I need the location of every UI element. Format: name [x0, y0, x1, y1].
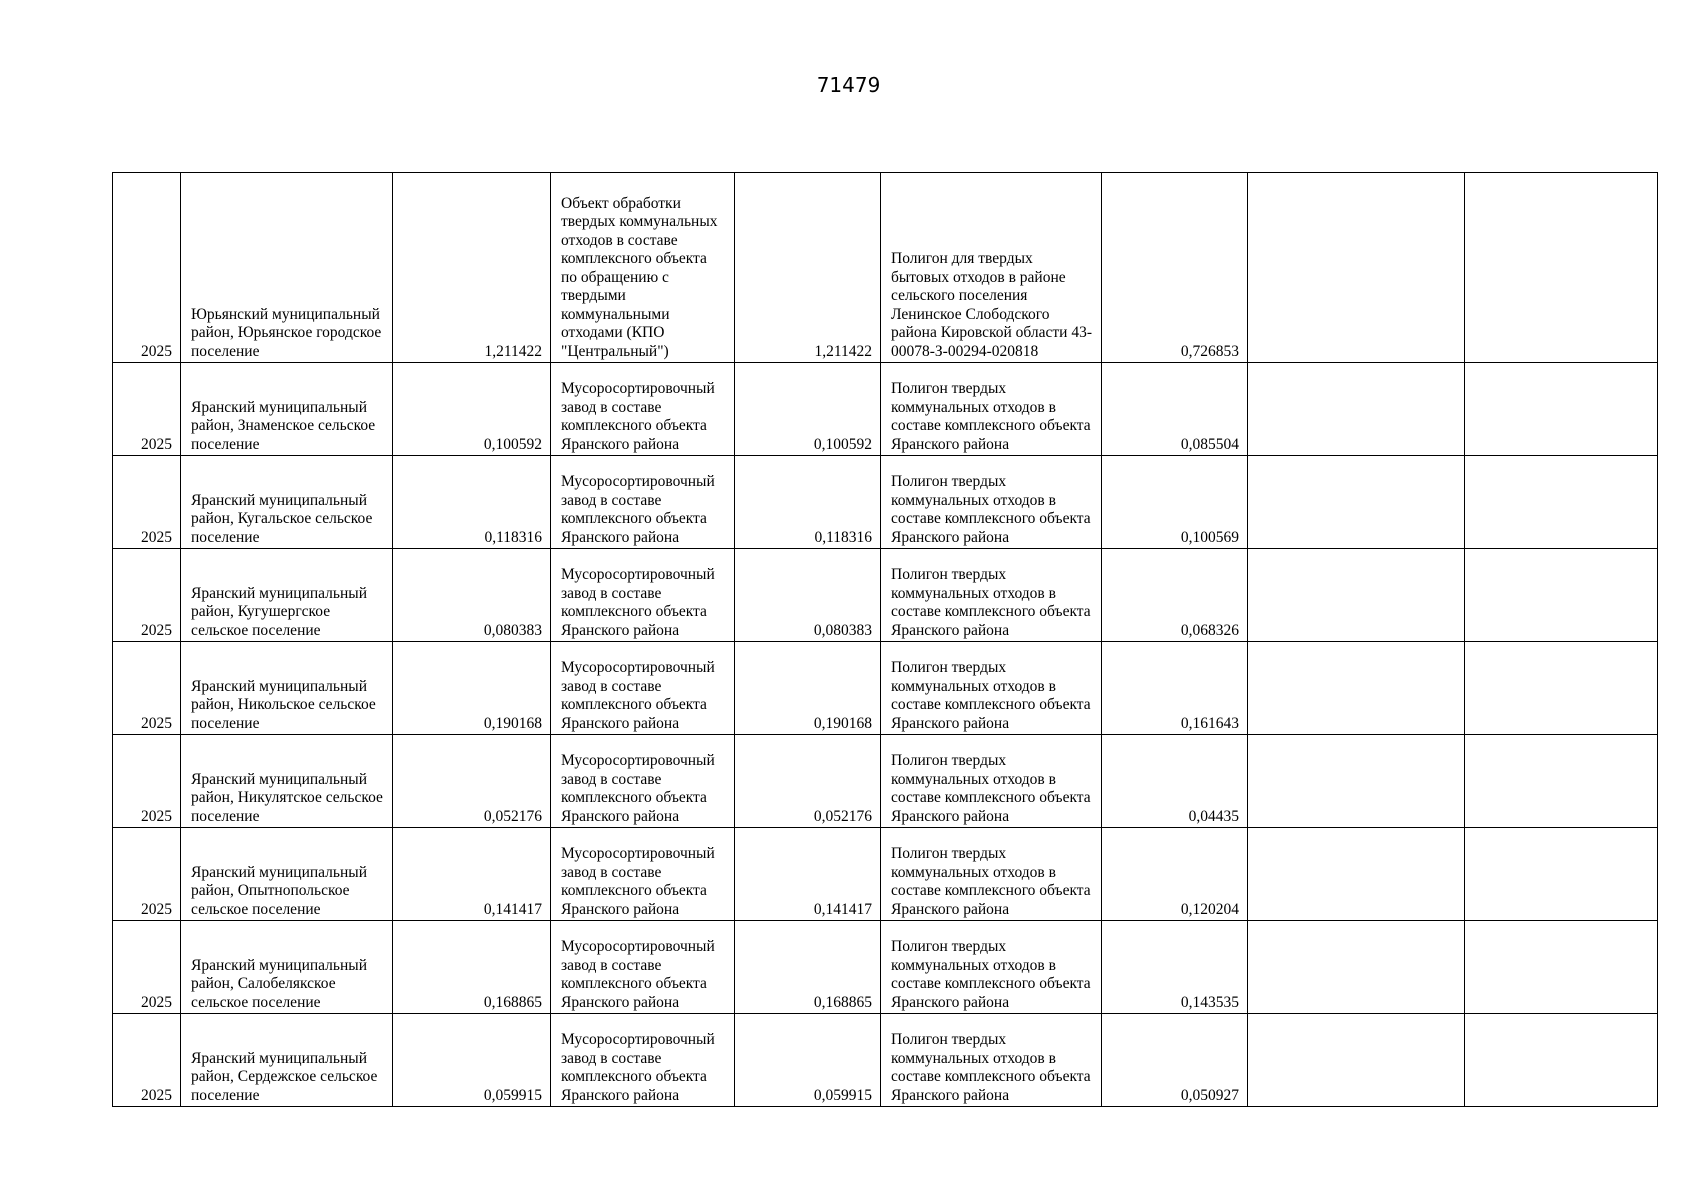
table-row — [113, 828, 1658, 921]
empty-cell — [1248, 1014, 1465, 1107]
processing-object-cell: Мусоросортировочный завод в составе комплексного объекта Яранского района — [551, 549, 735, 642]
table-row — [113, 735, 1658, 828]
disposed-amount-cell: 0,050927 — [1102, 1014, 1248, 1107]
year-cell: 2025 — [113, 549, 181, 642]
empty-cell — [1248, 828, 1465, 921]
amount-cell: 0,118316 — [393, 456, 551, 549]
processed-amount-cell: 0,141417 — [735, 828, 881, 921]
disposal-object-cell: Полигон для твердых бытовых отходов в районе сельского поселения Ленинское Слободского района Кировской области 43-00078-З-00294-020818 — [881, 173, 1102, 363]
processing-object-cell: Мусоросортировочный завод в составе комплексного объекта Яранского района — [551, 828, 735, 921]
amount-cell: 0,168865 — [393, 921, 551, 1014]
processing-object-cell: Объект обработки твердых коммунальных отходов в составе комплексного объекта по обращению с твердыми коммунальными отходами (КПО "Центральный") — [551, 173, 735, 363]
amount-cell: 1,211422 — [393, 173, 551, 363]
year-cell: 2025 — [113, 735, 181, 828]
processing-object-cell: Мусоросортировочный завод в составе комплексного объекта Яранского района — [551, 363, 735, 456]
empty-cell — [1465, 1014, 1658, 1107]
empty-cell — [1465, 921, 1658, 1014]
empty-cell — [1465, 173, 1658, 363]
processed-amount-cell: 0,118316 — [735, 456, 881, 549]
territory-cell: Яранский муниципальный район, Никольское сельское поселение — [181, 642, 393, 735]
disposed-amount-cell: 0,100569 — [1102, 456, 1248, 549]
empty-cell — [1465, 549, 1658, 642]
disposal-object-cell: Полигон твердых коммунальных отходов в составе комплексного объекта Яранского района — [881, 456, 1102, 549]
table-row — [113, 1014, 1658, 1107]
year-cell: 2025 — [113, 642, 181, 735]
empty-cell — [1465, 642, 1658, 735]
waste-flow-table — [112, 172, 1658, 1107]
processing-object-cell: Мусоросортировочный завод в составе комплексного объекта Яранского района — [551, 456, 735, 549]
disposal-object-cell: Полигон твердых коммунальных отходов в составе комплексного объекта Яранского района — [881, 735, 1102, 828]
empty-cell — [1465, 828, 1658, 921]
year-cell: 2025 — [113, 456, 181, 549]
year-cell: 2025 — [113, 363, 181, 456]
disposed-amount-cell: 0,726853 — [1102, 173, 1248, 363]
empty-cell — [1248, 921, 1465, 1014]
processing-object-cell: Мусоросортировочный завод в составе комплексного объекта Яранского района — [551, 1014, 735, 1107]
processed-amount-cell: 0,168865 — [735, 921, 881, 1014]
empty-cell — [1248, 735, 1465, 828]
disposed-amount-cell: 0,085504 — [1102, 363, 1248, 456]
table-row — [113, 173, 1658, 363]
table-row — [113, 456, 1658, 549]
territory-cell: Яранский муниципальный район, Сердежское сельское поселение — [181, 1014, 393, 1107]
disposal-object-cell: Полигон твердых коммунальных отходов в составе комплексного объекта Яранского района — [881, 549, 1102, 642]
territory-cell: Яранский муниципальный район, Кугальское сельское поселение — [181, 456, 393, 549]
amount-cell: 0,190168 — [393, 642, 551, 735]
disposal-object-cell: Полигон твердых коммунальных отходов в составе комплексного объекта Яранского района — [881, 642, 1102, 735]
table-row — [113, 363, 1658, 456]
table-row — [113, 642, 1658, 735]
processing-object-cell: Мусоросортировочный завод в составе комплексного объекта Яранского района — [551, 921, 735, 1014]
amount-cell: 0,141417 — [393, 828, 551, 921]
territory-cell: Яранский муниципальный район, Знаменское сельское поселение — [181, 363, 393, 456]
table-row — [113, 549, 1658, 642]
processed-amount-cell: 0,080383 — [735, 549, 881, 642]
processing-object-cell: Мусоросортировочный завод в составе комплексного объекта Яранского района — [551, 735, 735, 828]
empty-cell — [1465, 363, 1658, 456]
empty-cell — [1465, 735, 1658, 828]
empty-cell — [1248, 549, 1465, 642]
amount-cell: 0,100592 — [393, 363, 551, 456]
empty-cell — [1248, 456, 1465, 549]
processed-amount-cell: 0,059915 — [735, 1014, 881, 1107]
disposal-object-cell: Полигон твердых коммунальных отходов в составе комплексного объекта Яранского района — [881, 1014, 1102, 1107]
territory-cell: Яранский муниципальный район, Салобелякское сельское поселение — [181, 921, 393, 1014]
disposal-object-cell: Полигон твердых коммунальных отходов в составе комплексного объекта Яранского района — [881, 828, 1102, 921]
territory-cell: Юрьянский муниципальный район, Юрьянское городское поселение — [181, 173, 393, 363]
empty-cell — [1248, 173, 1465, 363]
year-cell: 2025 — [113, 921, 181, 1014]
table-row — [113, 921, 1658, 1014]
disposed-amount-cell: 0,120204 — [1102, 828, 1248, 921]
amount-cell: 0,080383 — [393, 549, 551, 642]
disposal-object-cell: Полигон твердых коммунальных отходов в составе комплексного объекта Яранского района — [881, 921, 1102, 1014]
territory-cell: Яранский муниципальный район, Опытнопольское сельское поселение — [181, 828, 393, 921]
processed-amount-cell: 0,052176 — [735, 735, 881, 828]
disposal-object-cell: Полигон твердых коммунальных отходов в составе комплексного объекта Яранского района — [881, 363, 1102, 456]
processing-object-cell: Мусоросортировочный завод в составе комплексного объекта Яранского района — [551, 642, 735, 735]
year-cell: 2025 — [113, 828, 181, 921]
empty-cell — [1248, 642, 1465, 735]
territory-cell: Яранский муниципальный район, Кугушергское сельское поселение — [181, 549, 393, 642]
disposed-amount-cell: 0,068326 — [1102, 549, 1248, 642]
disposed-amount-cell: 0,143535 — [1102, 921, 1248, 1014]
year-cell: 2025 — [113, 173, 181, 363]
territory-cell: Яранский муниципальный район, Никулятское сельское поселение — [181, 735, 393, 828]
disposed-amount-cell: 0,161643 — [1102, 642, 1248, 735]
disposed-amount-cell: 0,04435 — [1102, 735, 1248, 828]
processed-amount-cell: 0,100592 — [735, 363, 881, 456]
empty-cell — [1248, 363, 1465, 456]
year-cell: 2025 — [113, 1014, 181, 1107]
processed-amount-cell: 1,211422 — [735, 173, 881, 363]
amount-cell: 0,052176 — [393, 735, 551, 828]
processed-amount-cell: 0,190168 — [735, 642, 881, 735]
amount-cell: 0,059915 — [393, 1014, 551, 1107]
page-number: 71479 — [816, 73, 881, 97]
empty-cell — [1465, 456, 1658, 549]
